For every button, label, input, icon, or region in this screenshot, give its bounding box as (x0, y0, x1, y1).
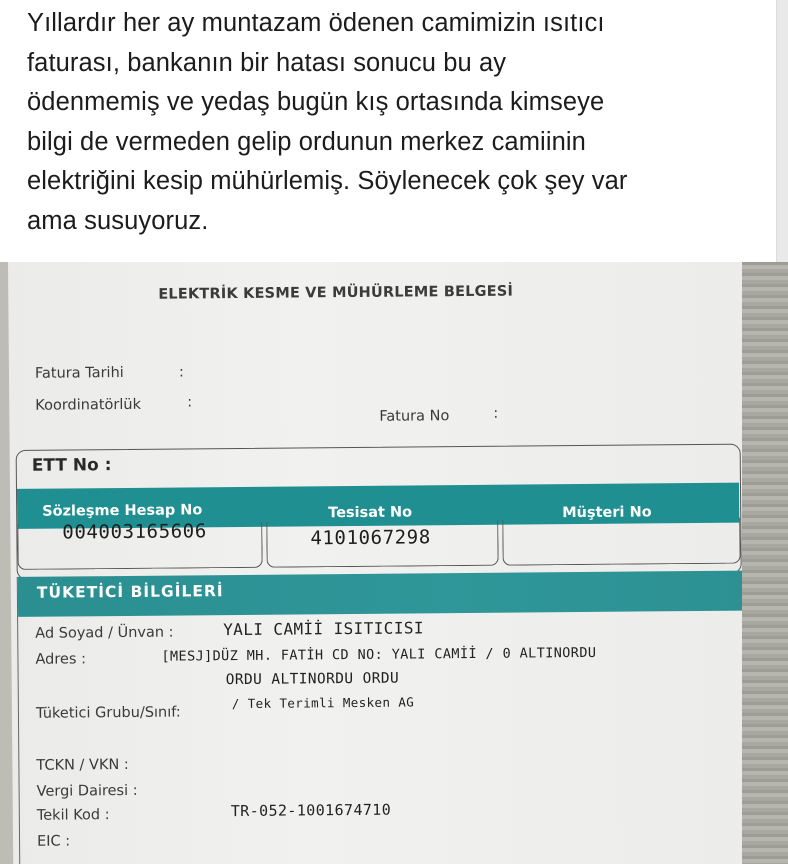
koordinatorluk-colon: : (187, 394, 193, 411)
post-line: faturası, bankanın bir hatası sonucu bu ay (27, 48, 507, 77)
scrollbar-track[interactable] (776, 0, 788, 262)
tuketici-header: TÜKETİCİ BİLGİLERİ (36, 582, 224, 602)
tekil-kod-value: TR-052-1001674710 (230, 800, 392, 821)
adres-label: Adres : (35, 651, 87, 668)
adres-value-line2: ORDU ALTINORDU ORDU (225, 670, 400, 689)
photo-background-edge (742, 262, 788, 864)
fatura-no-label: Fatura No (379, 408, 450, 425)
tekil-kod-label: Tekil Kod : (36, 807, 110, 824)
sozlesme-value: 004003165606 (62, 520, 207, 544)
koordinatorluk-label: Koordinatörlük (35, 396, 142, 414)
fatura-tarihi-label: Fatura Tarihi (34, 364, 124, 382)
ad-soyad-value: YALI CAMİİ ISITICISI (223, 618, 424, 640)
post-text (27, 4, 776, 241)
post-header (0, 0, 776, 262)
musteri-header: Müşteri No (562, 504, 652, 522)
sozlesme-header: Sözleşme Hesap No (42, 502, 203, 520)
adres-value-line1: [MESJ]DÜZ MH. FATİH CD NO: YALI CAMİİ / 0 ALTINORDU (161, 644, 597, 665)
fatura-no-colon: : (493, 405, 499, 422)
tesisat-header: Tesisat No (328, 504, 413, 522)
ett-no-label: ETT No : (31, 455, 112, 476)
post-line: Yıllardır her ay muntazam ödenen camimizin ısıtıcı (27, 9, 605, 37)
ad-soyad-label: Ad Soyad / Ünvan : (35, 624, 174, 642)
eic-label: EIC : (36, 833, 71, 850)
post-line: elektriğini kesip mühürlemiş. Söylenecek çok şey var (27, 167, 628, 195)
document-title: ELEKTRİK KESME VE MÜHÜRLEME BELGESİ (158, 283, 514, 303)
tesisat-value: 4101067298 (310, 526, 431, 550)
musteri-cell (502, 518, 740, 566)
tckn-label: TCKN / VKN : (36, 756, 129, 774)
document-photo (0, 262, 788, 864)
post-line: bilgi de vermeden gelip ordunun merkez camiinin (27, 127, 586, 156)
tuketici-grubu-value: / Tek Terimli Mesken AG (231, 694, 415, 712)
tuketici-grubu-label: Tüketici Grubu/Sınıf: (35, 704, 181, 722)
paper-sheet (8, 262, 748, 864)
fatura-tarihi-colon: : (178, 364, 184, 381)
post-line: ödenmemiş ve yedaş bugün kış ortasında kimseye (27, 88, 605, 116)
vergi-dairesi-label: Vergi Dairesi : (36, 782, 138, 800)
post-line: ama susuyoruz. (27, 206, 209, 235)
